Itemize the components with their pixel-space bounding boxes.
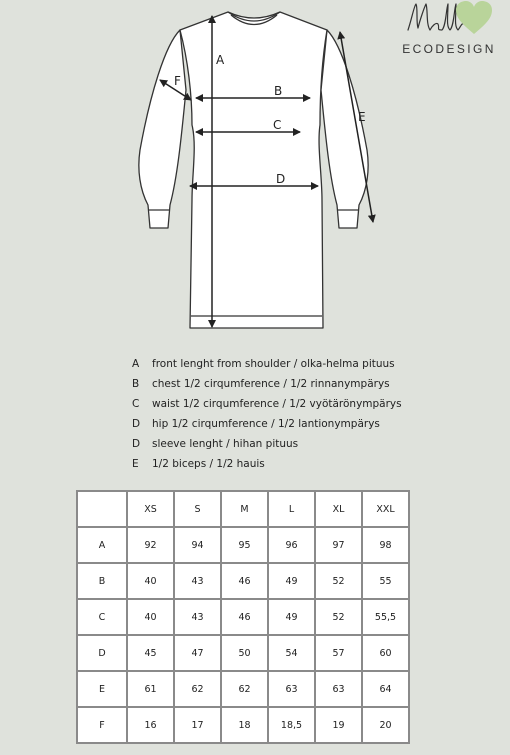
- table-cell: 61: [127, 671, 174, 707]
- table-cell: 40: [127, 563, 174, 599]
- measurement-legend: [132, 354, 432, 474]
- table-corner-cell: [77, 491, 127, 527]
- size-header: M: [221, 491, 268, 527]
- label-e: E: [358, 110, 366, 124]
- table-cell: 63: [315, 671, 362, 707]
- size-header: XS: [127, 491, 174, 527]
- brand-logo: [394, 0, 504, 60]
- table-cell: 46: [221, 599, 268, 635]
- size-header: XXL: [362, 491, 409, 527]
- legend-item: [132, 374, 432, 394]
- size-header: S: [174, 491, 221, 527]
- table-row: [77, 635, 409, 671]
- size-header: XL: [315, 491, 362, 527]
- table-cell: 49: [268, 563, 315, 599]
- table-row: [77, 599, 409, 635]
- legend-item: [132, 434, 432, 454]
- table-cell: 46: [221, 563, 268, 599]
- dress-outline: [139, 12, 368, 328]
- label-c: C: [273, 118, 282, 132]
- brand-name: ECODESIGN: [402, 42, 496, 56]
- label-b: B: [274, 84, 283, 98]
- row-key: E: [77, 671, 127, 707]
- table-cell: 17: [174, 707, 221, 743]
- table-cell: 52: [315, 563, 362, 599]
- size-header: L: [268, 491, 315, 527]
- table-cell: 50: [221, 635, 268, 671]
- table-cell: 45: [127, 635, 174, 671]
- size-table: [76, 490, 410, 744]
- legend-text: sleeve lenght / hihan pituus: [152, 438, 299, 450]
- legend-key: B: [132, 378, 140, 390]
- legend-text: chest 1/2 cirqumference / 1/2 rinnanympärys: [152, 378, 390, 390]
- legend-key: D: [132, 418, 141, 430]
- label-f: F: [174, 74, 181, 88]
- table-cell: 54: [268, 635, 315, 671]
- row-key: A: [77, 527, 127, 563]
- legend-item: [132, 454, 432, 474]
- table-row: [77, 707, 409, 743]
- table-cell: 64: [362, 671, 409, 707]
- table-cell: 60: [362, 635, 409, 671]
- table-row: [77, 527, 409, 563]
- table-cell: 94: [174, 527, 221, 563]
- table-cell: 43: [174, 563, 221, 599]
- table-cell: 20: [362, 707, 409, 743]
- legend-key: A: [132, 358, 140, 370]
- legend-item: [132, 394, 432, 414]
- table-row: [77, 671, 409, 707]
- table-cell: 52: [315, 599, 362, 635]
- table-cell: 62: [174, 671, 221, 707]
- table-cell: 55,5: [362, 599, 409, 635]
- label-d: D: [276, 172, 286, 186]
- legend-item: [132, 414, 432, 434]
- label-a: A: [216, 53, 225, 67]
- table-cell: 49: [268, 599, 315, 635]
- table-cell: 43: [174, 599, 221, 635]
- table-row: [77, 563, 409, 599]
- row-key: F: [77, 707, 127, 743]
- legend-text: front lenght from shoulder / olka-helma pituus: [152, 358, 395, 370]
- table-cell: 62: [221, 671, 268, 707]
- table-cell: 16: [127, 707, 174, 743]
- legend-text: waist 1/2 cirqumference / 1/2 vyötärönympärys: [152, 398, 402, 410]
- table-cell: 47: [174, 635, 221, 671]
- table-cell: 97: [315, 527, 362, 563]
- table-cell: 55: [362, 563, 409, 599]
- table-cell: 63: [268, 671, 315, 707]
- table-cell: 19: [315, 707, 362, 743]
- row-key: C: [77, 599, 127, 635]
- heart-icon: [454, 0, 494, 36]
- table-cell: 92: [127, 527, 174, 563]
- table-cell: 96: [268, 527, 315, 563]
- table-cell: 57: [315, 635, 362, 671]
- row-key: D: [77, 635, 127, 671]
- table-cell: 40: [127, 599, 174, 635]
- legend-text: hip 1/2 cirqumference / 1/2 lantionympärys: [152, 418, 380, 430]
- table-cell: 95: [221, 527, 268, 563]
- legend-key: D: [132, 438, 141, 450]
- legend-key: C: [132, 398, 140, 410]
- legend-key: E: [132, 458, 139, 470]
- table-header-row: [77, 491, 409, 527]
- table-cell: 18,5: [268, 707, 315, 743]
- legend-item: [132, 354, 432, 374]
- table-cell: 98: [362, 527, 409, 563]
- row-key: B: [77, 563, 127, 599]
- table-cell: 18: [221, 707, 268, 743]
- legend-text: 1/2 biceps / 1/2 hauis: [152, 458, 265, 470]
